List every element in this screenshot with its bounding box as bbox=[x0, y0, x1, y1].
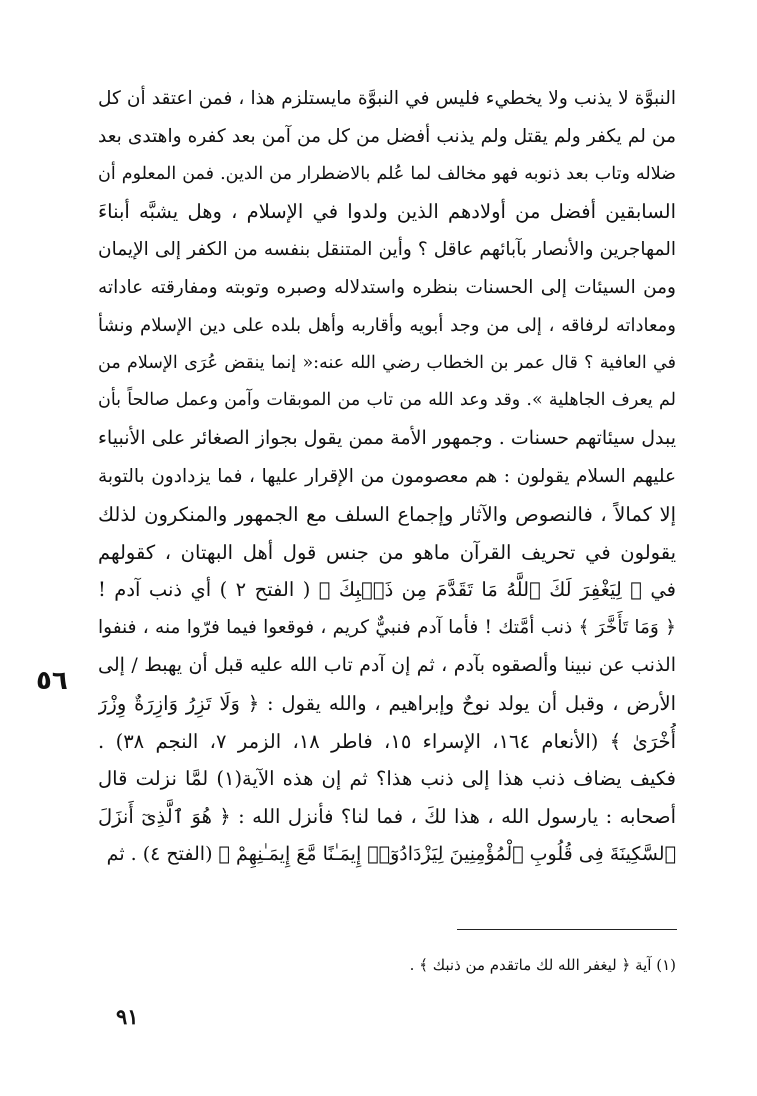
text-line: عليهم السلام يقولون : هم معصومون من الإقرار عليها ، فما يزدادون بالتوبة bbox=[98, 465, 676, 487]
text-line: فكيف يضاف ذنب هذا إلى ذنب هذا؟ ثم إن هذه الآية(١) لمَّا نزلت قال bbox=[98, 767, 676, 791]
page-number: ٩١ bbox=[116, 1004, 139, 1029]
text-line: أصحابه : يارسول الله ، هذا لكَ ، فما لنا؟ فأنزل الله : ﴿ هُوَ ٱلَّذِىٓ أَنزَلَ bbox=[98, 805, 676, 829]
text-line: في العافية ؟ قال عمر بن الخطاب رضي الله عنه:« إنما ينقض عُرَى الإسلام من bbox=[98, 352, 676, 373]
text-line: ومعاداته لرفاقه ، إلى من وجد أبويه وأقاربه وأهل بلده على دين الإسلام ونشأ bbox=[98, 314, 676, 336]
margin-page-reference: ٥٦ bbox=[36, 666, 68, 696]
text-line: الأرض ، وقبل أن يولد نوحٌ وإبراهيم ، والله يقول : ﴿ وَلَا تَزِرُ وَازِرَةٌ وِزْرَ bbox=[98, 691, 676, 715]
text-line: يقولون في تحريف القرآن ماهو من جنس قول أهل البهتان ، كقولهم bbox=[98, 540, 676, 564]
text-line: من لم يكفر ولم يقتل ولم يذنب أفضل من كل من آمن بعد كفره واهتدى بعد bbox=[98, 125, 676, 147]
text-line: السابقين أفضل من أولادهم الذين ولدوا في الإسلام ، وهل يشبَّه أبناءَ bbox=[98, 200, 676, 224]
text-line: لم يعرف الجاهلية ». وقد وعد الله من تاب من الموبقات وآمن وعمل صالحاً بأن bbox=[98, 390, 676, 411]
text-line: ٱلسَّكِينَةَ فِى قُلُوبِ ٱلْمُؤْمِنِينَ لِيَزْدَادُوٓا۟ إِيمَـٰنًا مَّعَ إِيمَـٰنِهِمْ ﴾ (الفتح ٤) . ثم bbox=[106, 842, 676, 865]
text-line: أُخْرَىٰ ﴾ (الأنعام ١٦٤، الإسراء ١٥، فاطر ١٨، الزمر ٧، النجم ٣٨) . bbox=[98, 729, 676, 753]
text-line: في ﴿ لِيَغْفِرَ لَكَ ٱللَّهُ مَا تَقَدَّمَ مِن ذَنۢبِكَ ﴾ ( الفتح ٢ ) أي ذنب آدم ! bbox=[98, 578, 676, 602]
text-line: ضلاله وتاب بعد ذنوبه فهو مخالف لما عُلم بالاضطرار من الدين. فمن المعلوم أن bbox=[98, 163, 676, 184]
footnote-separator bbox=[457, 929, 677, 930]
text-line: الذنب عن نبينا وألصقوه بآدم ، ثم إن آدم تاب الله عليه قبل أن يهبط / إلى bbox=[98, 653, 676, 676]
footnote: (١) آية ﴿ ليغفر الله لك ماتقدم من ذنبك ﴾ . bbox=[409, 956, 676, 974]
text-line: ﴿ وَمَا تَأَخَّرَ ﴾ ذنب أمَّتك ! فأما آدم فنبيٌّ كريم ، فوقعوا فيما فرّوا منه ، فنفوا bbox=[98, 617, 676, 639]
main-text-block bbox=[98, 80, 676, 874]
text-line: النبوَّة لا يذنب ولا يخطيء فليس في النبوَّة مايستلزم هذا ، فمن اعتقد أن كل bbox=[98, 88, 676, 109]
text-line: إلا كمالاً ، فالنصوص والآثار وإجماع السلف مع الجمهور والمنكرون لذلك bbox=[98, 502, 676, 526]
text-line: ومن السيئات إلى الحسنات بنظره واستدلاله وصبره وتوبته ومفارقته عاداته bbox=[98, 276, 676, 298]
text-line: يبدل سيئاتهم حسنات . وجمهور الأمة ممن يقول بجواز الصغائر على الأنبياء bbox=[98, 427, 676, 450]
text-line: المهاجرين والأنصار بآبائهم عاقل ؟ وأين المتنقل بنفسه من الكفر إلى الإيمان bbox=[98, 239, 676, 261]
